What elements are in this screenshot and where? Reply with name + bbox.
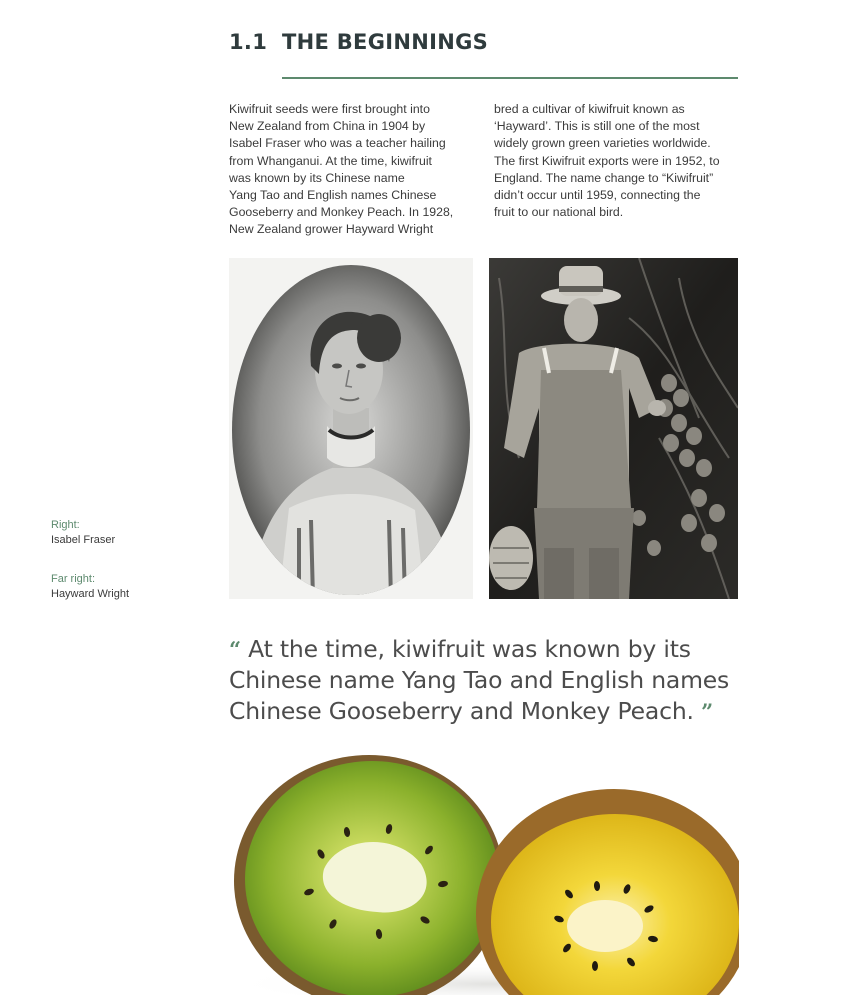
portrait-wright-illustration [489, 258, 738, 599]
pull-quote-text: At the time, kiwifruit was known by its Chinese name Yang Tao and English names Chinese Gooseberry and Monkey Peach. [229, 635, 730, 725]
heading-rule [282, 77, 738, 79]
section-heading [229, 30, 488, 54]
body-column-left [229, 101, 477, 239]
body-column-right [494, 101, 750, 221]
portrait-fraser-illustration [229, 258, 473, 599]
photo-hayward-wright [489, 258, 738, 599]
caption-far-right-label: Far right: [51, 573, 96, 585]
caption-far-right-name: Hayward Wright [51, 588, 130, 600]
open-quote-mark: “ [229, 637, 241, 662]
section-number: 1.1 [229, 30, 268, 54]
body-paragraph-left: Kiwifruit seeds were first brought into New Zealand from China in 1904 by Isabel Fraser who was a teacher hailing from Whanganui. At the time, kiwifruit was known by its Chinese name Yang Tao and English names Chinese Gooseberry and Monkey Peach. In 1928, New Zealand grower Hayward Wright [229, 102, 454, 237]
caption-right-label: Right: [51, 519, 80, 531]
photo-isabel-fraser [229, 258, 473, 599]
caption-right-name: Isabel Fraser [51, 534, 116, 546]
kiwifruit-illustration [229, 744, 739, 995]
pull-quote [229, 634, 759, 727]
caption-far-right [51, 572, 129, 602]
caption-right [51, 518, 115, 548]
photo-kiwifruit-halves [229, 744, 739, 995]
section-title: THE BEGINNINGS [282, 30, 489, 54]
body-paragraph-right: bred a cultivar of kiwifruit known as ‘Hayward’. This is still one of the most widely grown green varieties worldwide. The first Kiwifruit exports were in 1952, to England. The name change to “Kiwifruit” didn’t occur until 1959, connecting the fruit to our national bird. [494, 102, 720, 220]
close-quote-mark: ” [701, 699, 713, 724]
